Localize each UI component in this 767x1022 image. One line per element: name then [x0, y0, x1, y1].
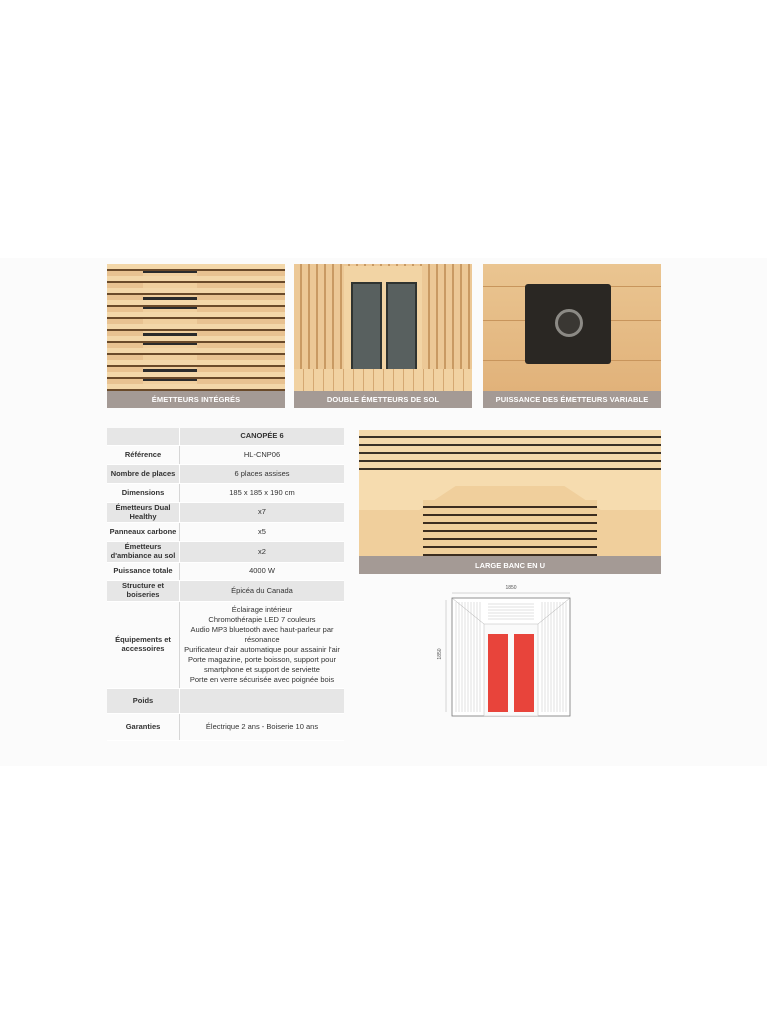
row-value: x5	[179, 523, 344, 541]
power-knob-icon	[555, 309, 583, 337]
photo-double-floor-emitters	[294, 264, 472, 408]
row-value: 6 places assises	[179, 465, 344, 483]
table-row	[107, 484, 344, 503]
weight-label: Poids	[132, 695, 154, 705]
floor-plan	[436, 584, 586, 720]
table-row	[107, 503, 344, 523]
table-header-row	[107, 428, 344, 446]
equipment-line: Porte magazine, porte boisson, support pour	[187, 655, 336, 665]
row-label: Émetteurs Dual Healthy	[115, 502, 171, 521]
plan-width-label: 1850	[505, 585, 517, 591]
row-label: Référence	[124, 449, 162, 459]
table-row	[107, 523, 344, 542]
table-row	[107, 581, 344, 602]
floor-emitter-left	[488, 634, 508, 712]
row-label: Dimensions	[121, 487, 165, 497]
row-value: HL-CNP06	[179, 446, 344, 464]
caption-photo1: ÉMETTEURS INTÉGRÉS	[107, 391, 285, 408]
warranty-row	[107, 714, 344, 741]
caption-photo3: PUISSANCE DES ÉMETTEURS VARIABLE	[483, 391, 661, 408]
equipment-line: Audio MP3 bluetooth avec haut-parleur par résonance	[190, 624, 334, 644]
control-panel-image	[483, 264, 661, 391]
warranty-label: Garanties	[125, 721, 161, 731]
integrated-emitters-image	[107, 264, 285, 391]
photo-integrated-emitters	[107, 264, 285, 408]
weight-row	[107, 689, 344, 714]
row-label: Nombre de places	[110, 468, 176, 478]
row-label: Puissance totale	[113, 566, 173, 576]
row-value: 185 x 185 x 190 cm	[179, 484, 344, 502]
photo-large-u-bench	[359, 430, 661, 574]
warranty-value: Électrique 2 ans - Boiserie 10 ans	[179, 714, 344, 740]
caption-photo4: LARGE BANC EN U	[359, 556, 661, 574]
plan-depth-label: 1850	[437, 648, 443, 660]
row-value: 4000 W	[179, 563, 344, 580]
floor-emitter-right	[514, 634, 534, 712]
u-bench-image	[359, 430, 661, 556]
caption-photo2: DOUBLE ÉMETTEURS DE SOL	[294, 391, 472, 408]
weight-value	[179, 689, 344, 713]
row-label: Émetteurs d'ambiance au sol	[110, 542, 176, 560]
equipment-line: Purificateur d'air automatique pour assainir l'air	[184, 645, 340, 654]
equipment-line: Chromothérapie LED 7 couleurs	[208, 614, 316, 624]
equipment-row	[107, 602, 344, 689]
row-label: Structure et boiseries	[121, 581, 165, 599]
table-header: CANOPÉE 6	[179, 428, 344, 445]
double-floor-emitters-image	[294, 264, 472, 391]
table-row	[107, 465, 344, 484]
equipment-list	[179, 602, 344, 688]
equipment-line: smartphone et support de serviette	[204, 665, 320, 675]
photo-variable-power	[483, 264, 661, 408]
table-row	[107, 446, 344, 465]
equipment-label: Équipements et accessoires	[115, 635, 171, 653]
table-row	[107, 563, 344, 581]
row-label: Panneaux carbone	[109, 526, 177, 536]
equipment-line: Éclairage intérieur	[231, 604, 293, 614]
spec-table	[107, 428, 344, 741]
row-value: x2	[179, 542, 344, 562]
row-value: x7	[179, 503, 344, 522]
row-value: Épicéa du Canada	[179, 581, 344, 601]
equipment-line: Porte en verre sécurisée avec poignée bois	[189, 675, 335, 685]
table-row	[107, 542, 344, 563]
